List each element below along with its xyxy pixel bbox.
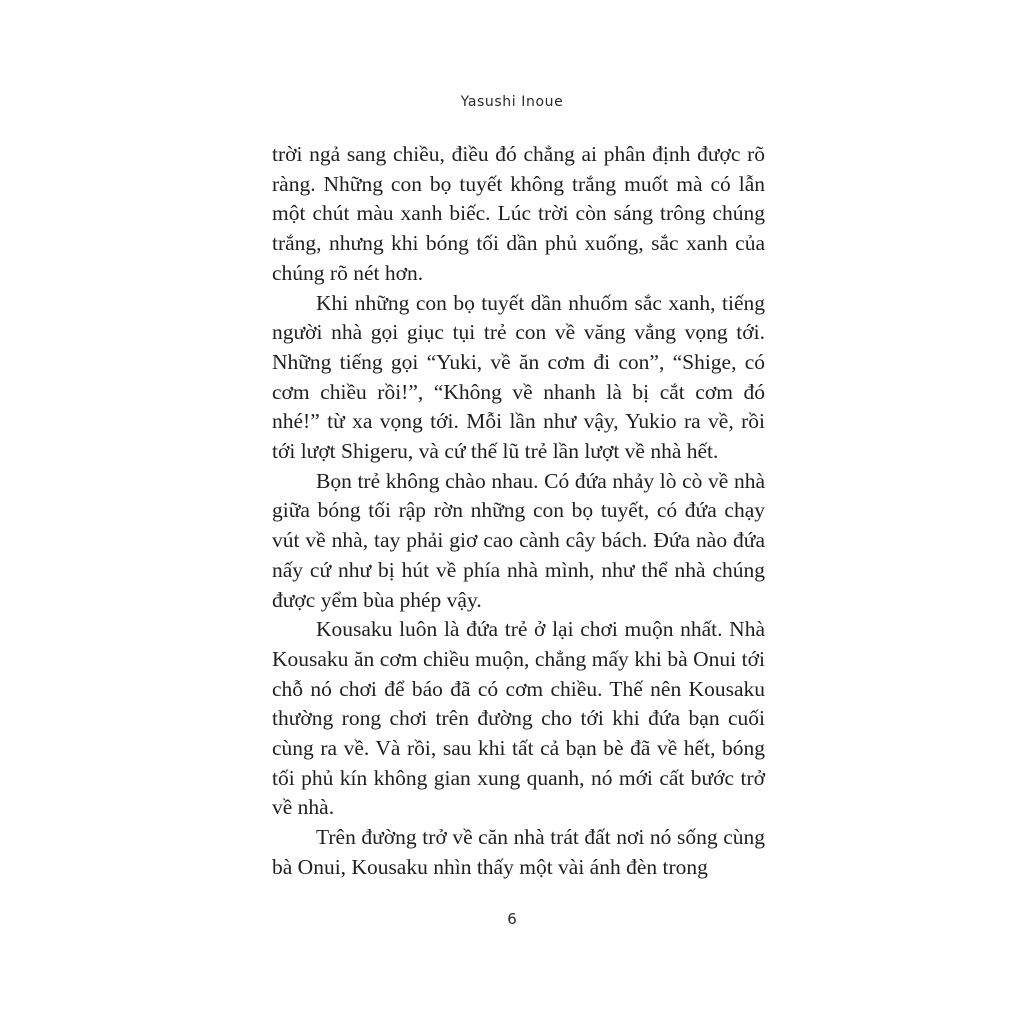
paragraph: Khi những con bọ tuyết dần nhuốm sắc xanh, tiếng người nhà gọi giục tụi trẻ con về văng vẳng vọng tới. Những tiếng gọi “Yuki, về ăn cơm đi con”, “Shige, có cơm chiều rồi!”, “Không về nhanh là bị cắt cơm đó nhé!” từ xa vọng tới. Mỗi lần như vậy, Yukio ra về, rồi tới lượt Shigeru, và cứ thế lũ trẻ lần lượt về nhà hết. bbox=[272, 290, 765, 464]
paragraph: Kousaku luôn là đứa trẻ ở lại chơi muộn nhất. Nhà Kousaku ăn cơm chiều muộn, chẳng mấy khi bà Onui tới chỗ nó chơi để báo đã có cơm chiều. Thế nên Kousaku thường rong chơi trên đường cho tới khi đứa bạn cuối cùng ra về. Và rồi, sau khi tất cả bạn bè đã về hết, bóng tối phủ kín không gian xung quanh, nó mới cất bước trở về nhà. bbox=[272, 617, 765, 820]
body-text bbox=[272, 140, 765, 883]
paragraph: Trên đường trở về căn nhà trát đất nơi nó sống cùng bà Onui, Kousaku nhìn thấy một vài ánh đèn trong bbox=[272, 825, 765, 879]
page-number: 6 bbox=[507, 910, 517, 928]
running-header-author: Yasushi Inoue bbox=[460, 94, 564, 110]
paragraph: trời ngả sang chiều, điều đó chẳng ai phân định được rõ ràng. Những con bọ tuyết không trắng muốt mà có lẫn một chút màu xanh biếc. Lúc trời còn sáng trông chúng trắng, nhưng khi bóng tối dần phủ xuống, sắc xanh của chúng rõ nét hơn. bbox=[272, 142, 765, 285]
paragraph: Bọn trẻ không chào nhau. Có đứa nhảy lò cò về nhà giữa bóng tối rập rờn những con bọ tuyết, có đứa chạy vút về nhà, tay phải giơ cao cành cây bách. Đứa nào đứa nấy cứ như bị hút về phía nhà mình, như thể nhà chúng được yểm bùa phép vậy. bbox=[272, 468, 765, 612]
